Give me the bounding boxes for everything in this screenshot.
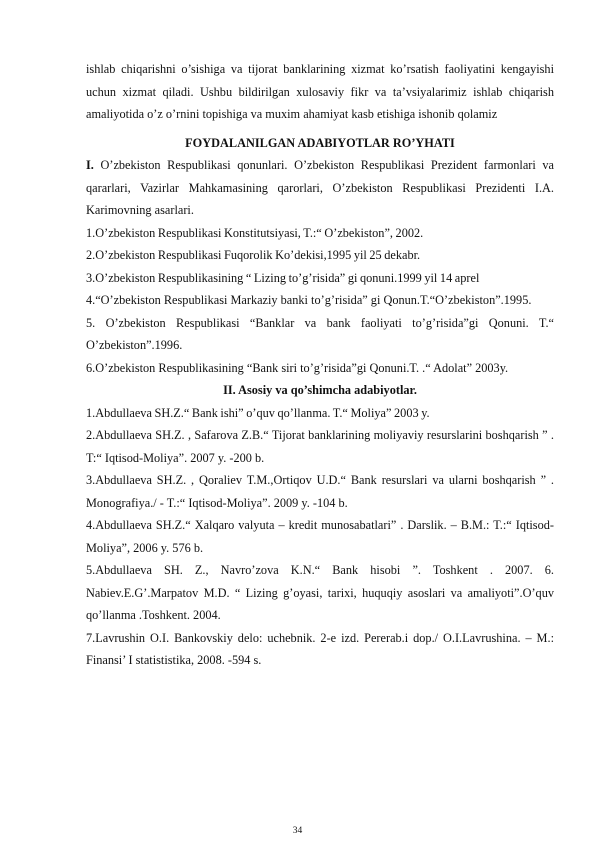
page-number: 34 <box>292 826 303 836</box>
reference-item: 6.O’zbekiston Respublikasining “Bank siri to’g’risida”gi Qonuni.T. .“ Adolat” 2003y. <box>86 360 509 375</box>
intro-paragraph: ishlab chiqarishni o’sishiga va tijorat banklarining xizmat ko’rsatish faoliyatini kengayishi uchun xizmat qiladi. Ushbu bildirilgan xulosaviy fikr va ta’vsiyalarimiz ishlab chiqarish amaliyotida o’z o’rnini topishiga va muxim ahamiyat kasb etishiga ishonib qolamiz <box>86 62 554 121</box>
reference-item: 7.Lavrushin O.I. Bankovskiy delo: uchebnik. 2-e izd. Pererab.i dop./ O.I.Lavrushina. – M.: Finansi’ I statististika, 2008. -594 s. <box>86 630 554 667</box>
references-heading: FOYDALANILGAN ADABIYOTLAR RO’YHATI <box>185 135 455 150</box>
section1-text: O’zbekiston Respublikasi qonunlari. O’zbekiston Respublikasi Prezident farmonlari va qararlari, Vazirlar Mahkamasining qarorlari, O’zbekiston Respublikasi Prezidenti I.A. Karimovning asarlari. <box>86 158 554 217</box>
reference-item: 4.Abdullaeva SH.Z.“ Xalqaro valyuta – kredit munosabatlari” . Darslik. – B.M.: T.:“ Iqtisod-Moliya”, 2006 y. 576 b. <box>86 518 554 555</box>
document-page <box>86 58 554 672</box>
section1-intro <box>86 154 554 222</box>
reference-item: 2.Abdullaeva SH.Z. , Safarova Z.B.“ Tijorat banklarining moliyaviy resurslarini boshqarish ” . T:“ Iqtisod-Moliya”. 2007 y. -200 b. <box>86 428 554 465</box>
reference-item: 1.Abdullaeva SH.Z.“ Bank ishi” o’quv qo’llanma. T.“ Moliya” 2003 y. <box>86 405 430 420</box>
reference-item: 3.O’zbekiston Respublikasining “ Lizing to’g’risida” gi qonuni.1999 yil 14 aprel <box>86 270 480 285</box>
reference-item: 1.O’zbekiston Respublikasi Konstitutsiyasi, T.:“ O’zbekiston”, 2002. <box>86 225 424 240</box>
reference-item: 5. O’zbekiston Respublikasi “Banklar va bank faoliyati to’g’risida”gi Qonuni. T.“ O’zbekiston”.1996. <box>86 315 554 352</box>
reference-item: 3.Abdullaeva SH.Z. , Qoraliev T.M.,Ortiqov U.D.“ Bank resurslari va ularni boshqarish ” . Monografiya./ - T.:“ Iqtisod-Moliya”. 2009 y. -104 b. <box>86 473 554 510</box>
reference-item: 5.Abdullaeva SH. Z., Navro’zova K.N.“ Bank hisobi ”. Toshkent . 2007. 6. Nabiev.E.G’.Marpatov M.D. “ Lizing g’oyasi, tarixi, huquqiy asoslari va amaliyoti”.O’quv qo’llanma .Toshkent. 2004. <box>86 563 554 622</box>
reference-item: 4.“O’zbekiston Respublikasi Markaziy banki to’g’risida” gi Qonun.T.“O’zbekiston”.1995. <box>86 293 532 307</box>
section2-heading: II. Asosiy va qo’shimcha adabiyotlar. <box>223 383 417 397</box>
section1-marker: I. <box>86 158 94 172</box>
reference-item: 2.O’zbekiston Respublikasi Fuqorolik Ko’dekisi,1995 yil 25 dekabr. <box>86 248 421 262</box>
